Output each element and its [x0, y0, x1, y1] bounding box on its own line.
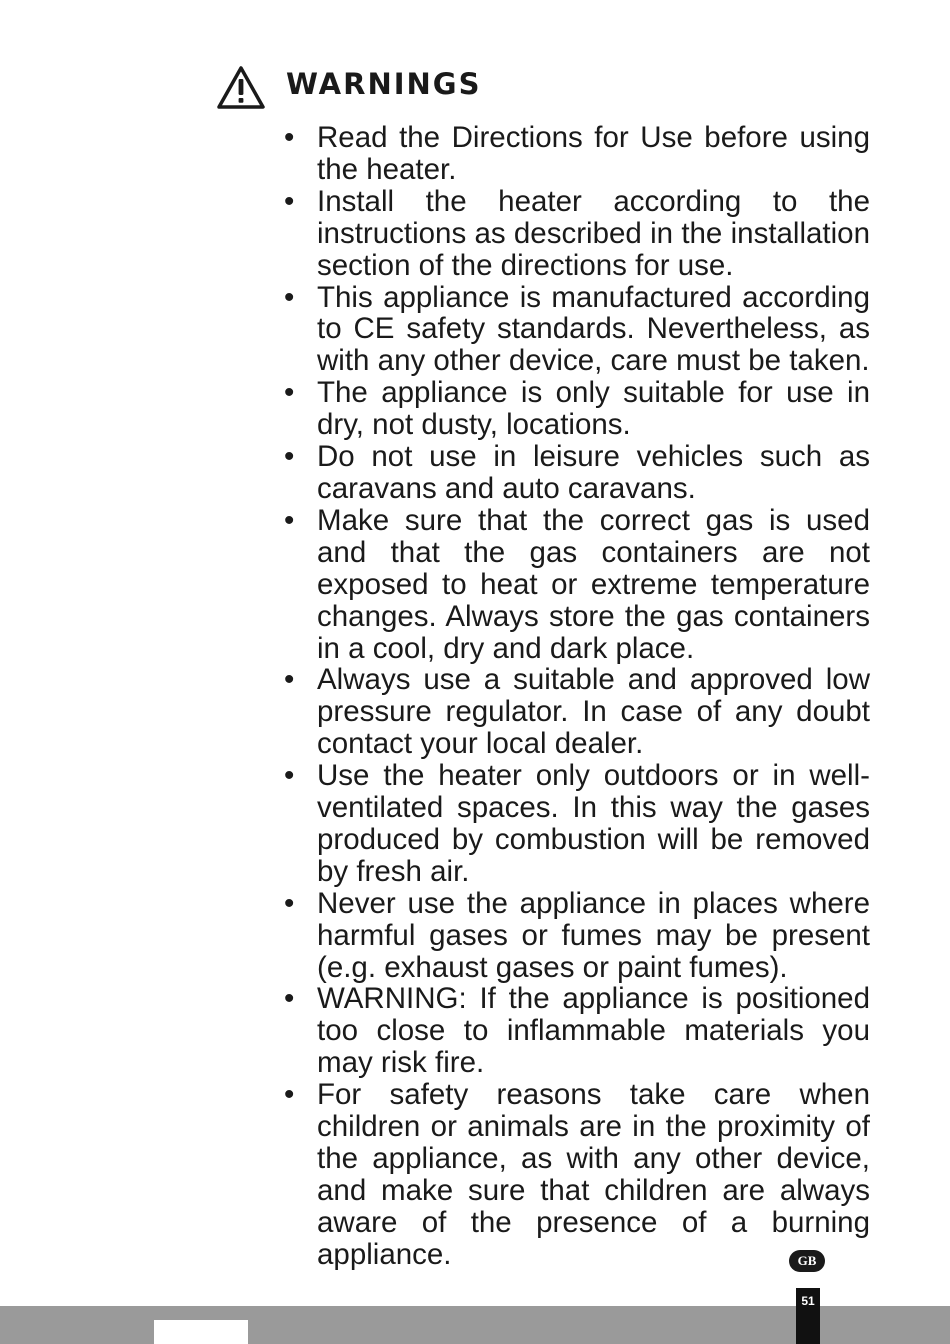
page-number: 51	[801, 1294, 815, 1308]
list-item	[282, 186, 870, 282]
footer-tab	[154, 1320, 248, 1344]
bullet: •	[284, 280, 295, 314]
warning-header	[216, 64, 266, 110]
bullet: •	[284, 440, 295, 474]
bullet: •	[284, 1078, 295, 1112]
list-item	[282, 664, 870, 760]
warning-text: Use the heater only outdoors or in well-ventilated spaces. In this way the gases produced by combustion will be removed by fresh air.	[317, 759, 870, 888]
bullet: •	[284, 121, 295, 154]
bullet: •	[284, 663, 295, 697]
warning-text: Always use a suitable and approved low pressure regulator. In case of any doubt contact your local dealer.	[317, 663, 870, 761]
list-item	[282, 1079, 870, 1270]
list-item	[282, 377, 870, 441]
warning-text: Do not use in leisure vehicles such as caravans and auto caravans.	[317, 440, 870, 505]
warnings-list	[282, 122, 870, 1271]
warning-text: Make sure that the correct gas is used and that the gas containers are not exposed to heat or extreme temperature changes. Always store the gas containers in a cool, dry and dark place.	[317, 503, 870, 665]
list-item	[282, 760, 870, 888]
bullet: •	[284, 982, 295, 1016]
list-item	[282, 983, 870, 1079]
warning-text: The appliance is only suitable for use in dry, not dusty, locations.	[317, 376, 870, 442]
warning-text: WARNING: If the appliance is positioned too close to inflammable materials you may risk fire.	[317, 982, 870, 1080]
warning-text: This appliance is manufactured according to CE safety standards. Nevertheless, as with any other device, care must be taken.	[317, 280, 870, 378]
bullet: •	[284, 376, 295, 410]
warning-text: Read the Directions for Use before using the heater.	[317, 121, 870, 186]
page-title: WARNINGS	[286, 67, 482, 101]
bullet: •	[284, 184, 295, 218]
bullet: •	[284, 886, 295, 920]
list-item	[282, 441, 870, 505]
list-item	[282, 282, 870, 378]
list-item	[282, 122, 870, 186]
warning-text: Never use the appliance in places where harmful gases or fumes may be present (e.g. exhaust gases or paint fumes).	[317, 886, 870, 984]
list-item	[282, 888, 870, 984]
bullet: •	[284, 503, 295, 537]
bullet: •	[284, 759, 295, 793]
list-item	[282, 505, 870, 665]
warning-text: For safety reasons take care when children or animals are in the proximity of the appliance, as with any other device, and make sure that children are always aware of the presence of a burning appliance.	[317, 1078, 870, 1271]
language-badge: GB	[789, 1250, 825, 1272]
warning-text: Install the heater according to the instructions as described in the installation section of the directions for use.	[317, 184, 870, 282]
warning-triangle-icon	[216, 64, 266, 110]
